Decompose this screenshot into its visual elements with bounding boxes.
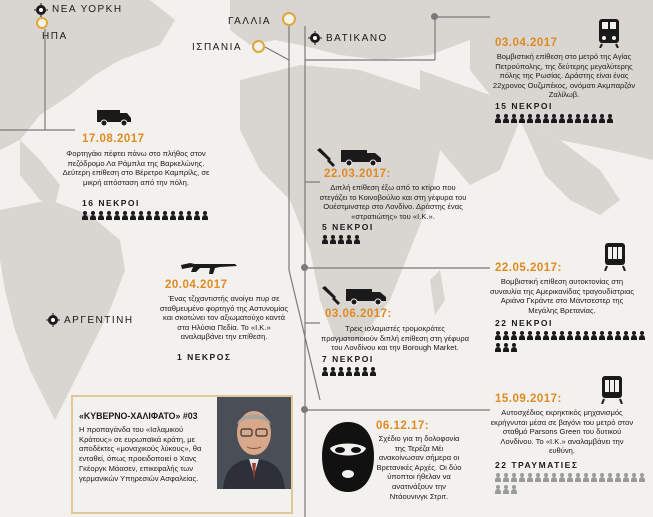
person-icon [567,331,573,340]
person-icon [535,331,541,340]
person-icon [495,485,501,494]
event-description: Βομβιστική επίθεση αυτοκτονίας στη συναυλία της Αμερικανίδας τραγουδίστριας Αριάνα Γκράντε στο Μάντσεστερ της Μεγάλης Βρετανίας. [489,277,635,315]
person-icon [607,331,613,340]
person-icon [583,473,589,482]
person-icon [503,343,509,352]
person-icon [511,331,517,340]
person-icon [631,331,637,340]
event-date: 22.05.2017: [495,262,562,274]
person-icon [154,211,160,220]
person-icon [599,331,605,340]
person-icon [138,211,144,220]
person-icon [615,473,621,482]
sidebar-box [71,395,293,514]
person-icon [519,331,525,340]
person-icon [202,211,208,220]
person-icon [354,367,360,376]
casualty-count: 22 ΤΡΑΥΜΑΤΙΕΣ [495,460,579,470]
masked-head-icon [318,420,378,496]
person-icon [170,211,176,220]
casualty-count: 1 ΝΕΚΡΟΣ [177,352,232,362]
person-icon [178,211,184,220]
person-icon [631,473,637,482]
person-icon [551,331,557,340]
person-icon [511,473,517,482]
person-icon [503,473,509,482]
person-icon [607,114,613,123]
label-usa: ΗΠΑ [42,31,68,42]
event-date: 17.08.2017 [82,133,145,145]
person-icon [559,114,565,123]
subway-train-icon [598,18,620,48]
person-icon [146,211,152,220]
person-icon [362,367,368,376]
person-icon [623,473,629,482]
event-date: 15.09.2017: [495,393,562,405]
person-icon [186,211,192,220]
event-description: Φορτηγάκι πέφτει πάνω στο πλήθος στον πεζόδρομο Λα Ράμπλα της Βαρκελώνης. Δεύτερη επίθεση στο Βέρετρο Καμπρίλς, σε μικρή απόσταση από την πόλη. [62,149,210,187]
event-description: Αυτοσχέδιος εκρηκτικός μηχανισμός εκρήγνυται μέσα σε βαγόνι του μετρό στον σταθμό Parsons Green του δυτικού Λονδίνου. Το «Ι.Κ.» αναλαμβάνει την ευθύνη. [490,408,634,456]
van-icon [96,107,132,127]
person-icon [495,343,501,352]
person-icon [591,473,597,482]
casualty-count: 15 ΝΕΚΡΟΙ [495,101,553,111]
person-icon [122,211,128,220]
person-icon [322,235,328,244]
person-icon [583,331,589,340]
bomb-bucket-icon [600,374,624,404]
person-icon [495,331,501,340]
person-icon [535,114,541,123]
person-icon [346,235,352,244]
person-icon [90,211,96,220]
person-icon [162,211,168,220]
person-icon [535,473,541,482]
person-icon [503,485,509,494]
person-icon [527,331,533,340]
person-icon [338,235,344,244]
portrait-photo [217,397,291,489]
person-icon [322,367,328,376]
person-icon [338,367,344,376]
person-icon [82,211,88,220]
person-icon [599,473,605,482]
label-vatican: ΒΑΤΙΚΑΝΟ [326,33,388,44]
person-icon [519,473,525,482]
person-icon [354,235,360,244]
event-description: Διπλή επίθεση έξω από το κτίριο που στεγάζει το Κοινοβούλιο και στη γέφυρα του Ουέστμινστερ στο Λονδίνο. Δράστης ένας «στρατιώτης» του «Ι.Κ.». [319,183,467,221]
timeline-dot [301,264,308,271]
casualty-count: 5 ΝΕΚΡΟΙ [322,222,374,232]
casualty-count: 16 ΝΕΚΡΟΙ [82,198,140,208]
label-france: ΓΑΛΛΙΑ [228,16,272,27]
person-icon [623,331,629,340]
person-icon [575,331,581,340]
timeline-dot [301,406,308,413]
knife-van-icon [315,147,385,167]
casualty-icons [495,114,625,123]
sidebar-title: «ΚΥΒΕΡΝΟ-ΧΑΛΙΦΑΤΟ» #03 [79,411,198,421]
person-icon [615,331,621,340]
person-icon [639,473,645,482]
person-icon [106,211,112,220]
sidebar-text: Η προπαγάνδα του «Ισλαμικού Κράτους» σε ευρωπαϊκά κράτη, με αποδέκτες «μοναχικούς λύκους», θα ενταθεί, όπως προειδοποιεί ο Χανς Γκέοργκ Μάασεν, επικεφαλής των γερμανικών Υπηρεσιών Ασφαλείας. [79,425,202,483]
person-icon [511,114,517,123]
casualty-icons [322,235,402,244]
event-description: Ένας τζιχαντιστής ανοίγει πυρ σε σταθμευμένο φορτηγό της Αστυνομίας και σκοτώνει τον αξιωματούχο καντά στα Ηλύσια Πεδία. Το «Ι.Κ.» αναλαμβάνει την επίθεση. [159,294,289,342]
person-icon [575,473,581,482]
person-icon [543,473,549,482]
person-icon [551,114,557,123]
event-date: 03.04.2017 [495,37,558,49]
event-description: Σχέδιο για τη δολοφονία της Τερέζα Μέι ανακοίνωσαν σήμερα οι Βρετανικές Αρχές. Οι δύο ύποπτοι ήθελαν να ανατινάξουν την Ντάουνινγκ Στριτ. [376,434,462,501]
person-icon [575,114,581,123]
person-icon [495,473,501,482]
person-icon [583,114,589,123]
person-icon [599,114,605,123]
person-icon [114,211,120,220]
rifle-icon [180,260,238,276]
person-icon [551,473,557,482]
person-icon [511,485,517,494]
label-argentina: ΑΡΓΕΝΤΙΝΗ [64,315,134,326]
casualty-count: 7 ΝΕΚΡΟΙ [322,354,374,364]
casualty-icons [82,211,210,220]
person-icon [543,331,549,340]
person-icon [607,473,613,482]
person-icon [527,473,533,482]
person-icon [511,343,517,352]
person-icon [639,331,645,340]
person-icon [370,367,376,376]
casualty-icons [495,473,645,494]
person-icon [559,473,565,482]
bomb-vest-icon [603,241,627,271]
person-icon [591,331,597,340]
event-date: 06.12.17: [376,420,430,432]
person-icon [503,114,509,123]
person-icon [519,114,525,123]
person-icon [330,367,336,376]
person-icon [591,114,597,123]
person-icon [503,331,509,340]
person-icon [543,114,549,123]
person-icon [559,331,565,340]
label-new-york: ΝΕΑ ΥΟΡΚΗ [52,4,123,15]
event-description: Τρεις ισλαμιστές τρομοκράτες πραγματοποιούν διπλή επίθεση στη γέφυρα του Λονδίνου και την Borough Market. [320,324,470,353]
casualty-icons [495,331,645,352]
person-icon [527,114,533,123]
person-icon [330,235,336,244]
event-date: 03.06.2017: [325,308,392,320]
person-icon [495,114,501,123]
knife-van-icon [320,285,392,307]
timeline-dot [431,13,438,20]
person-icon [567,473,573,482]
casualty-count: 22 ΝΕΚΡΟΙ [495,318,553,328]
casualty-icons [322,367,402,376]
event-date: 22.03.2017: [324,168,391,180]
person-icon [194,211,200,220]
event-description: Βομβιστική επίθεση στο μετρό της Αγίας Πετρούπολης, της δεύτερης μεγαλύτερης πόλης της Ρωσίας. Δράστης είναι ένας 22χρονος Ουζμπέκος, ονόματι Ακμπαρζόν Ζαλίλωβ. [492,52,636,100]
person-icon [567,114,573,123]
person-icon [346,367,352,376]
label-spain: ΙΣΠΑΝΙΑ [192,42,243,53]
person-icon [98,211,104,220]
event-date: 20.04.2017 [165,279,228,291]
person-icon [130,211,136,220]
